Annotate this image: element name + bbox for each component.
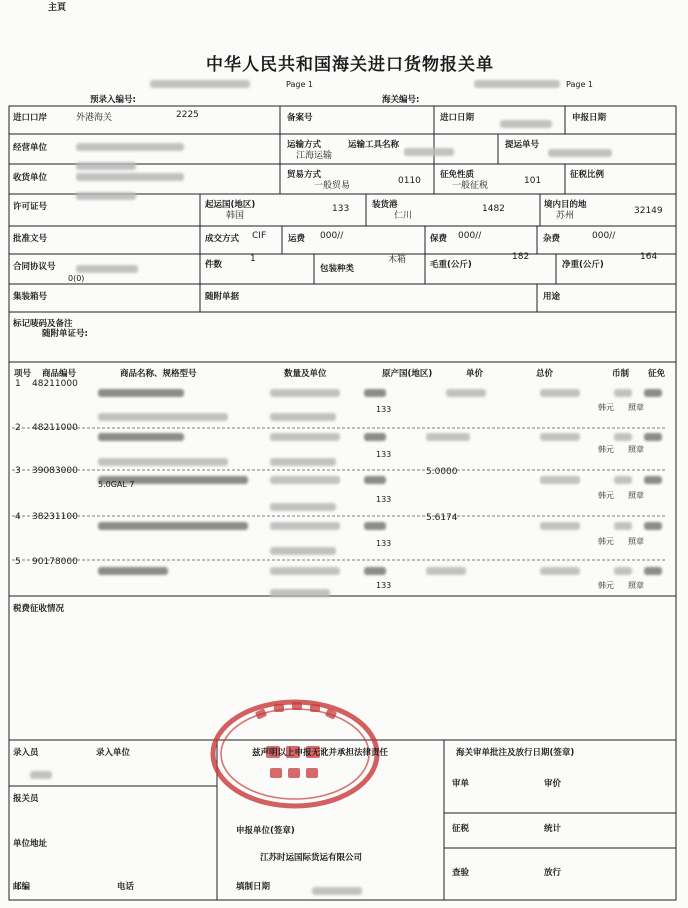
prepare-date-value [312,880,362,899]
trade-mode-value: 一般贸易 [314,181,351,191]
goods-col-qty: 数量及单位 [284,369,327,379]
item-no: 5 [15,557,21,567]
item-country-code: 133 [376,539,392,548]
pieces-label: 件数 [205,260,223,270]
item-qty-2 [270,406,336,425]
transport-mode-value: 江海运输 [296,151,333,161]
net-weight-value: 164 [640,252,658,262]
load-port-value: 仁川 [394,211,413,221]
filing-no-label: 备案号 [287,113,313,123]
inspect-label: 查验 [452,868,470,878]
bill-no-label: 提运单号 [505,140,540,150]
consignee-label: 收货单位 [13,173,48,183]
goods-col-no: 项号 [14,369,32,379]
item-qty [270,426,340,445]
review-label: 审价 [544,779,562,789]
item-currency-code [614,426,632,445]
item-total [540,426,580,445]
consignee-value [76,166,184,204]
item-code: 38231100 [32,512,78,522]
item-spec: 5.0GAL 7 [98,480,135,489]
item-currency: 韩元 [598,537,614,546]
item-code: 39083000 [32,466,78,476]
customs-number [474,80,560,90]
gross-weight-label: 毛重(公斤) [430,260,472,270]
item-currency: 韩元 [598,403,614,412]
transport-tool-value [404,141,454,160]
item-qty [270,382,340,401]
release-label: 放行 [544,868,562,878]
item-country-code: 133 [376,581,392,590]
item-unit-price [426,560,466,579]
marks-label: 标记唛码及备注 [13,319,73,329]
item-tax-code [644,426,662,445]
insurance-label: 保费 [430,234,448,244]
stats-label: 统计 [544,824,562,834]
item-country [364,382,386,401]
item-spec [98,406,228,425]
declare-unit-sign-label: 申报单位(签章) [236,826,295,836]
customs-review-label: 海关审单批注及放行日期(签章) [456,748,575,758]
license-label: 许可证号 [13,202,48,212]
contract-value: 0(0) [68,274,85,283]
load-port-label: 装货港 [372,200,398,210]
trade-mode-code: 0110 [398,176,421,186]
item-currency-code [614,560,632,579]
declaration-text: 兹声明以上申报无讹并承担法律责任 [252,748,389,758]
contract-blurred [76,258,138,277]
item-code: 90178000 [32,557,78,567]
transport-mode-label: 运输方式 [287,140,322,150]
item-tax-code [644,560,662,579]
load-port-code: 1482 [482,204,505,214]
deal-mode-label: 成交方式 [205,234,240,244]
freight-value: 000// [320,231,344,241]
postcode-label: 邮编 [13,882,31,892]
origin-country-value: 韩国 [226,211,245,221]
item-name [98,426,184,445]
tax-nature-value: 一般征税 [452,181,489,191]
item-tax: 照章 [628,445,644,454]
entry-unit-label: 录入单位 [96,748,131,758]
customs-no-label: 海关编号: [382,95,420,105]
goods-col-name: 商品名称、规格型号 [120,369,197,379]
item-currency: 韩元 [598,445,614,454]
item-country [364,426,386,445]
item-name [98,515,248,534]
freight-label: 运费 [288,234,306,244]
item-name [98,382,184,401]
attached-cert-label: 随附单证号: [42,329,88,339]
destination-value: 苏州 [556,211,575,221]
item-total [540,515,580,534]
import-port-value: 外港海关 [76,113,113,123]
tax-levy-label: 征税 [452,824,470,834]
item-currency-code [614,382,632,401]
item-unit-price [426,426,470,445]
item-code: 48211000 [32,379,78,389]
item-qty [270,560,340,579]
item-qty-2 [270,496,336,515]
document-title: 中华人民共和国海关进口货物报关单 [206,55,494,75]
insurance-value: 000// [458,231,482,241]
pieces-value: 1 [250,254,256,264]
item-tax-code [644,382,662,401]
item-qty [270,469,340,488]
transport-tool-label: 运输工具名称 [348,140,400,150]
import-date-label: 进口日期 [440,113,475,123]
prerecord-number [150,80,250,90]
item-spec [98,451,228,470]
phone-label: 电话 [117,882,135,892]
unit-address-label: 单位地址 [13,839,48,849]
item-tax: 照章 [628,537,644,546]
item-currency: 韩元 [598,581,614,590]
entry-person-label: 录入员 [13,748,39,758]
import-port-label: 进口口岸 [13,113,48,123]
corner-label: 主頁 [48,3,67,13]
use-label: 用途 [543,292,561,302]
approval-label: 批准文号 [13,234,48,244]
declare-date-label: 申报日期 [572,113,607,123]
goods-col-tax: 征免 [648,369,666,379]
item-country [364,515,386,534]
item-total [540,469,580,488]
bill-no-value [548,142,612,161]
declarer-label: 报关员 [13,794,39,804]
goods-col-currency: 币制 [612,369,630,379]
tax-nature-code: 101 [524,176,542,186]
item-code: 48211000 [32,423,78,433]
import-date-value [500,113,552,132]
item-currency-code [614,469,632,488]
tax-ratio-label: 征税比例 [570,170,605,180]
item-qty-2 [270,451,336,470]
audit-label: 审单 [452,779,470,789]
item-tax: 照章 [628,403,644,412]
gross-weight-value: 182 [512,252,530,262]
package-label: 包装种类 [320,264,355,274]
destination-code: 32149 [634,206,663,216]
origin-country-code: 133 [332,204,350,214]
item-qty-2 [270,582,330,601]
origin-country-label: 起运国(地区) [205,200,256,210]
item-no: 3 [15,466,21,476]
item-no: 2 [15,423,21,433]
misc-label: 杂费 [543,234,561,244]
contract-label: 合同协议号 [13,262,56,272]
goods-col-country: 原产国(地区) [382,369,433,379]
item-no: 1 [15,379,21,389]
import-port-code: 2225 [176,110,199,120]
company-name: 江苏时运国际货运有限公司 [260,853,363,863]
item-currency-code [614,515,632,534]
item-total [540,560,580,579]
operator-label: 经营单位 [13,143,48,153]
trade-mode-label: 贸易方式 [287,170,322,180]
item-unit-price: 5.0000 [426,467,458,477]
item-tax-code [644,469,662,488]
container-label: 集装箱号 [13,292,48,302]
page-indicator-right: Page 1 [566,80,593,89]
misc-value: 000// [592,231,616,241]
item-country-code: 133 [376,450,392,459]
item-currency: 韩元 [598,491,614,500]
item-country-code: 133 [376,405,392,414]
deal-mode-value: CIF [252,231,267,241]
prerecord-label: 预录入编号: [90,95,136,105]
goods-col-code: 商品编号 [42,369,77,379]
item-qty [270,515,340,534]
package-value: 木箱 [388,255,407,265]
entry-person-value [30,764,52,783]
item-tax: 照章 [628,581,644,590]
destination-label: 境内目的地 [544,200,587,210]
item-no: 4 [15,512,21,522]
tax-section-label: 税费征收情况 [13,604,65,614]
item-country-code: 133 [376,495,392,504]
item-country [364,560,386,579]
goods-col-unit-price: 单价 [466,369,484,379]
item-total [540,382,580,401]
item-unit-price [446,382,486,401]
item-unit-price: 5.6174 [426,513,458,523]
item-tax: 照章 [628,491,644,500]
item-qty-2 [270,540,336,559]
item-country [364,469,386,488]
page-indicator-left: Page 1 [286,80,313,89]
prepare-date-label: 填制日期 [236,882,271,892]
item-name [98,560,168,579]
item-tax-code [644,515,662,534]
tax-nature-label: 征免性质 [440,170,475,180]
docs-label: 随附单据 [205,292,240,302]
goods-col-total: 总价 [536,369,554,379]
net-weight-label: 净重(公斤) [562,260,604,270]
